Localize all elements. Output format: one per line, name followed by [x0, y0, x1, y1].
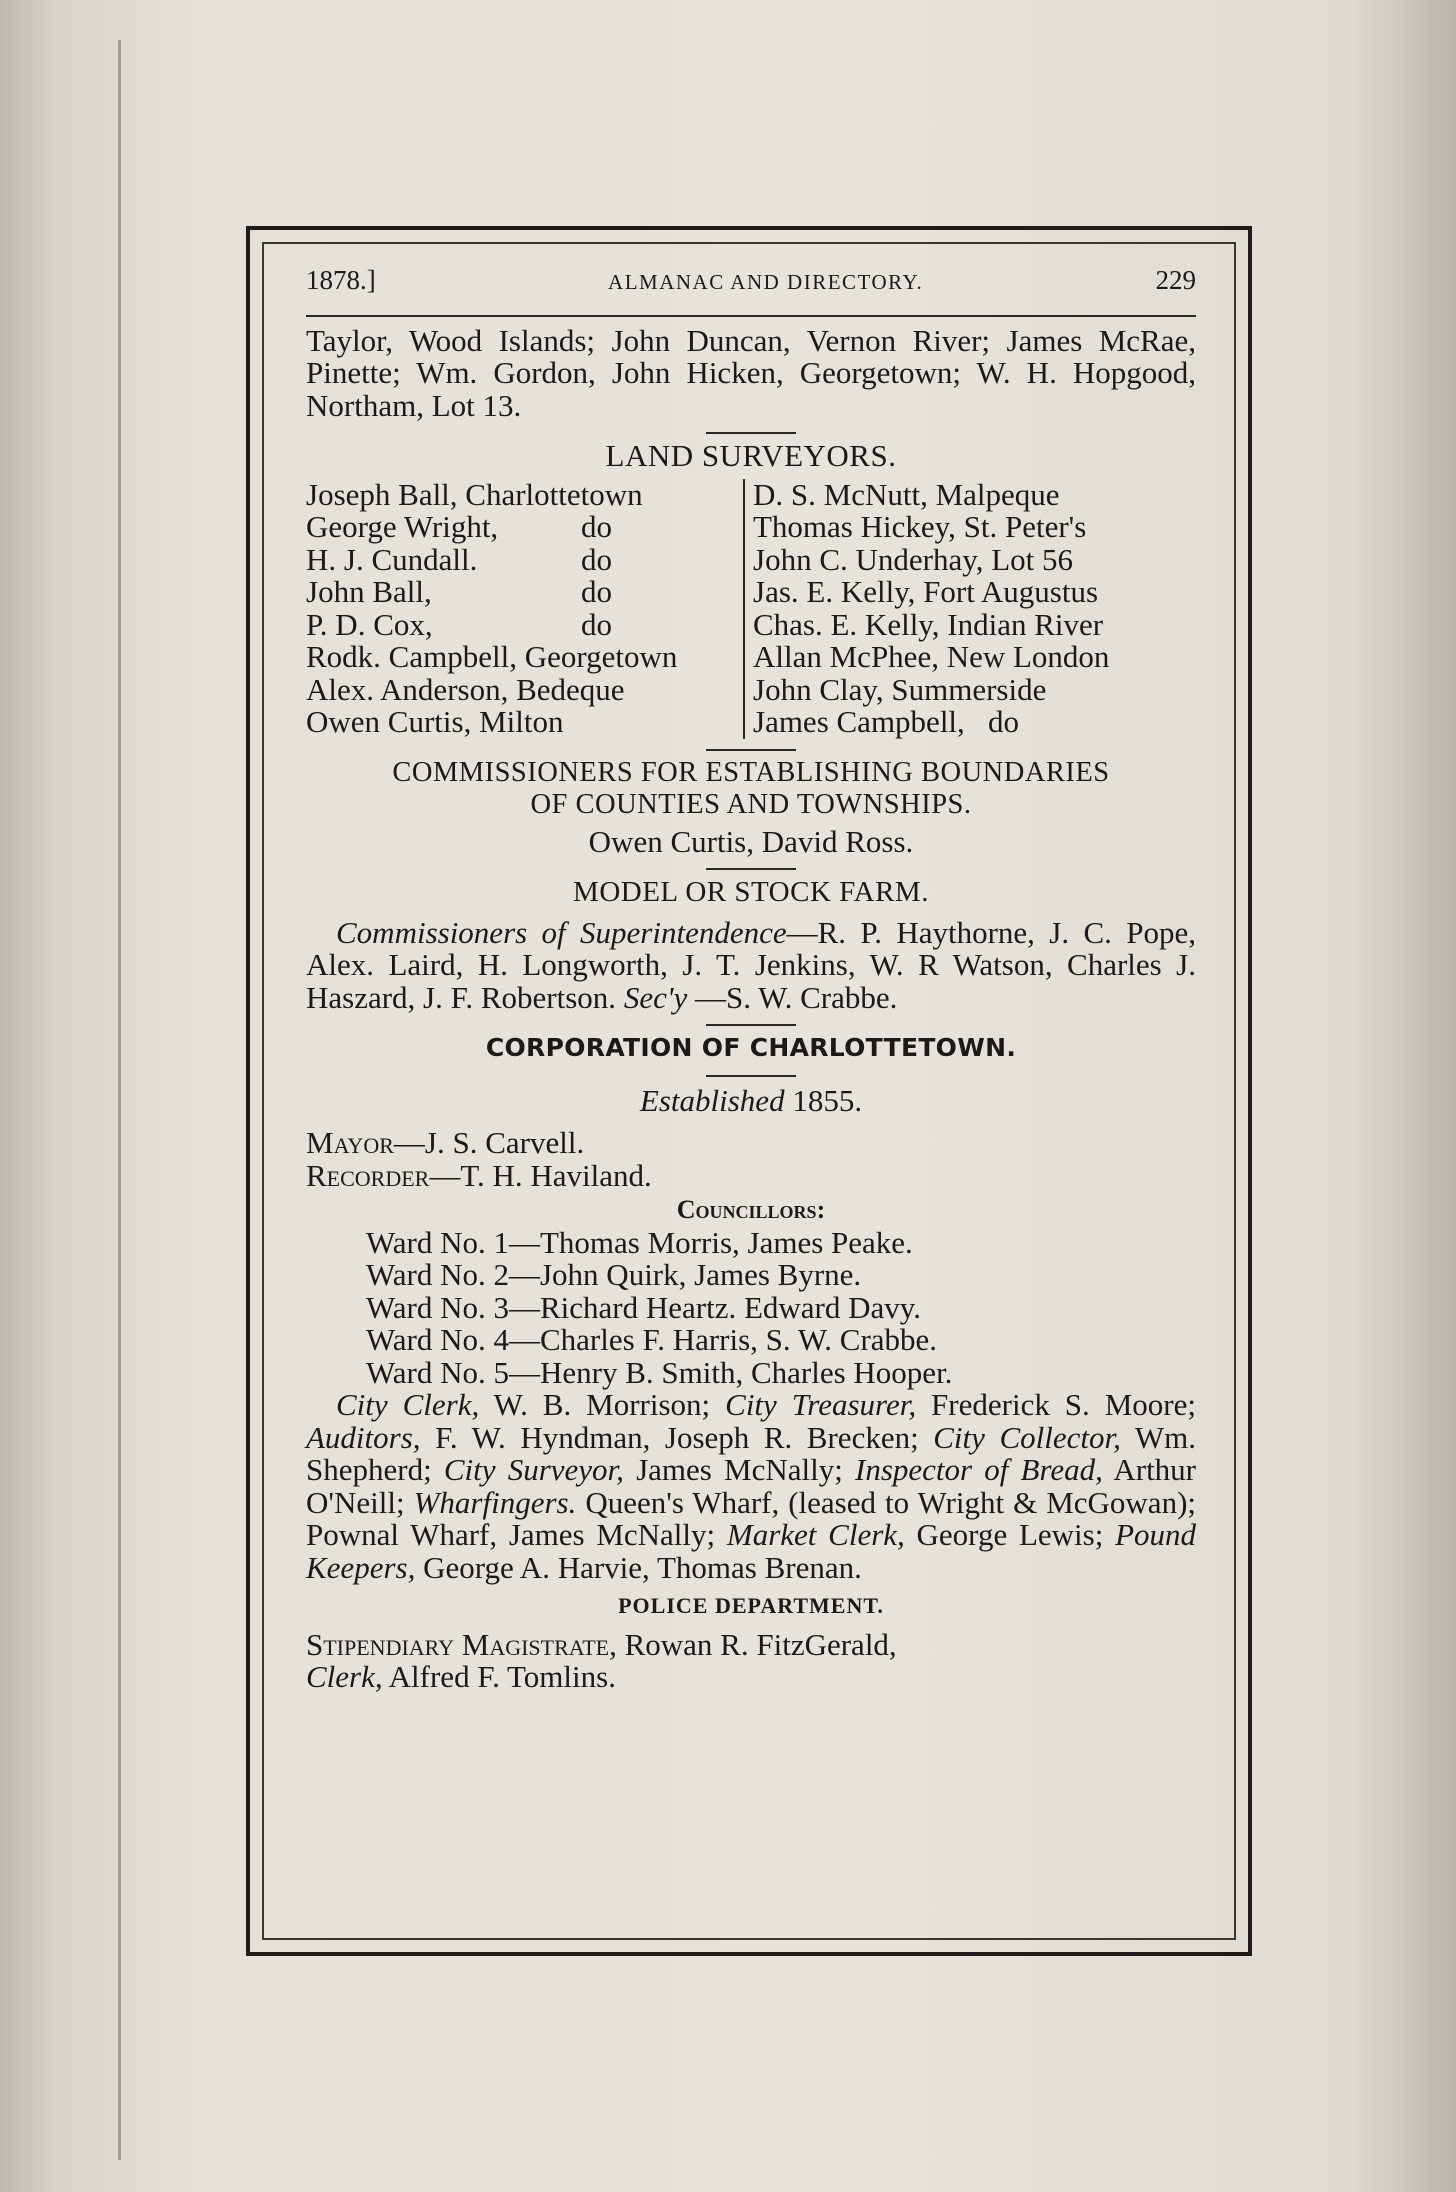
auditors-names: F. W. Hyndman, Joseph R. Brecken;	[420, 1419, 934, 1455]
land-surveyors-heading: LAND SURVEYORS.	[605, 438, 897, 473]
list-item: P. D. Cox, do	[306, 606, 612, 642]
commissioners-heading-line-1: COMMISSIONERS FOR ESTABLISHING BOUNDARIES	[392, 756, 1110, 788]
established-line	[306, 1082, 1196, 1118]
land-surveyors-right-column	[743, 476, 1196, 739]
model-farm-heading: MODEL OR STOCK FARM.	[573, 876, 929, 908]
list-item: George Wright, do	[306, 509, 612, 544]
auditors-label: Auditors,	[306, 1419, 421, 1455]
section-rule	[706, 749, 796, 751]
market-clerk-label: Market Clerk,	[726, 1517, 905, 1552]
page-content	[306, 258, 1196, 1694]
wharfingers-names: Queen's Wharf, (leased to Wright & McGowan); Pownal Wharf, James McNally;	[306, 1484, 1197, 1552]
police-clerk-label: Clerk,	[306, 1659, 383, 1694]
city-collector-label: City Collector,	[933, 1419, 1121, 1455]
running-head-title: ALMANAC AND DIRECTORY.	[608, 270, 924, 294]
mayor-line	[306, 1127, 1196, 1160]
running-head-year: 1878.]	[306, 265, 376, 295]
established-year: 1855.	[792, 1082, 863, 1118]
list-item: John Clay, Summerside	[753, 671, 1047, 707]
mayor-name: —J. S. Carvell.	[393, 1125, 585, 1160]
established-label: Established	[639, 1082, 785, 1118]
list-item: Joseph Ball, Charlottetown	[306, 476, 643, 512]
land-surveyors-list	[306, 476, 1196, 739]
list-item: Alex. Anderson, Bedeque	[306, 671, 625, 707]
councillors-heading: Councillors:	[676, 1195, 826, 1224]
corporation-heading: CORPORATION OF CHARLOTTETOWN.	[485, 1033, 1017, 1062]
pound-keepers-names: George A. Harvie, Thomas Brenan.	[415, 1549, 862, 1585]
city-surveyor-label: City Surveyor,	[443, 1452, 624, 1487]
list-item: Ward No. 3—Richard Heartz. Edward Davy.	[366, 1289, 922, 1325]
intro-paragraph: Taylor, Wood Islands; John Duncan, Vernon River; James McRae, Pinette; Wm. Gordon, John Hicken, Georgetown; W. H. Hopgood, Northam, Lot 13.	[306, 322, 1196, 423]
model-farm-label: Commissioners of Superintendence	[336, 914, 787, 950]
running-head	[306, 258, 1196, 317]
magistrate-label: Stipendiary Magistrate,	[306, 1626, 617, 1662]
police-heading: POLICE DEPARTMENT.	[618, 1593, 884, 1618]
list-item: Ward No. 1—Thomas Morris, James Peake.	[366, 1224, 913, 1260]
model-farm-paragraph	[306, 914, 1196, 1015]
binding-edge	[118, 40, 121, 2160]
section-rule	[706, 1075, 796, 1077]
list-item: D. S. McNutt, Malpeque	[753, 476, 1060, 512]
magistrate-name: Rowan R. FitzGerald,	[616, 1626, 897, 1662]
list-item: John C. Underhay, Lot 56	[753, 541, 1074, 577]
list-item: Allan McPhee, New London	[753, 639, 1110, 674]
police-clerk-name: Alfred F. Tomlins.	[382, 1659, 616, 1694]
list-item: Rodk. Campbell, Georgetown	[306, 639, 678, 674]
list-item: Ward No. 5—Henry B. Smith, Charles Hooper.	[366, 1354, 953, 1390]
recorder-line	[306, 1157, 1196, 1193]
city-officers-paragraph	[306, 1389, 1196, 1584]
page-number: 229	[1155, 265, 1196, 295]
commissioners-heading-line-2: OF COUNTIES AND TOWNSHIPS.	[530, 789, 972, 820]
list-item: James Campbell, do	[753, 704, 1020, 739]
city-clerk-label: City Clerk,	[336, 1387, 480, 1422]
police-clerk-line	[306, 1661, 1196, 1694]
list-item: Thomas Hickey, St. Peter's	[753, 509, 1087, 544]
list-item: Chas. E. Kelly, Indian River	[753, 606, 1104, 642]
city-treasurer-name: Frederick S. Moore;	[916, 1387, 1197, 1422]
secretary-name: —S. W. Crabbe.	[694, 979, 898, 1015]
section-rule	[706, 432, 796, 434]
magistrate-line	[306, 1626, 1196, 1662]
secretary-label: Sec'y	[623, 979, 688, 1015]
list-item: Ward No. 2—John Quirk, James Byrne.	[366, 1257, 862, 1292]
city-treasurer-label: City Treasurer,	[725, 1387, 917, 1422]
mayor-label: Mayor	[306, 1125, 394, 1160]
commissioners-names: Owen Curtis, David Ross.	[588, 823, 914, 859]
inspector-name: Arthur O'Neill;	[306, 1452, 1197, 1520]
recorder-label: Recorder	[306, 1157, 430, 1193]
list-item: Ward No. 4—Charles F. Harris, S. W. Crabbe.	[366, 1322, 938, 1357]
section-rule	[706, 1024, 796, 1026]
list-item: H. J. Cundall. do	[306, 541, 612, 577]
city-surveyor-name: James McNally;	[623, 1452, 856, 1487]
land-surveyors-left-column	[306, 476, 743, 739]
pound-keepers-label: Pound Keepers,	[306, 1517, 1197, 1585]
model-farm-text: —R. P. Haythorne, J. C. Pope, Alex. Laird, H. Longworth, J. T. Jenkins, W. R Watson, Charles J. Haszard, J. F. Robertson.	[306, 914, 1196, 1015]
market-clerk-name: George Lewis;	[904, 1517, 1116, 1552]
section-rule	[706, 868, 796, 870]
wharfingers-label: Wharfingers.	[413, 1484, 577, 1520]
list-item: Owen Curtis, Milton	[306, 704, 564, 739]
wards-list	[306, 1224, 1196, 1390]
city-collector-name: Wm. Shepherd;	[306, 1419, 1197, 1487]
city-clerk-name: W. B. Morrison;	[479, 1387, 726, 1422]
inspector-label: Inspector of Bread,	[855, 1452, 1103, 1487]
recorder-name: —T. H. Haviland.	[429, 1157, 652, 1193]
list-item: Jas. E. Kelly, Fort Augustus	[753, 574, 1099, 609]
list-item: John Ball, do	[306, 574, 612, 609]
